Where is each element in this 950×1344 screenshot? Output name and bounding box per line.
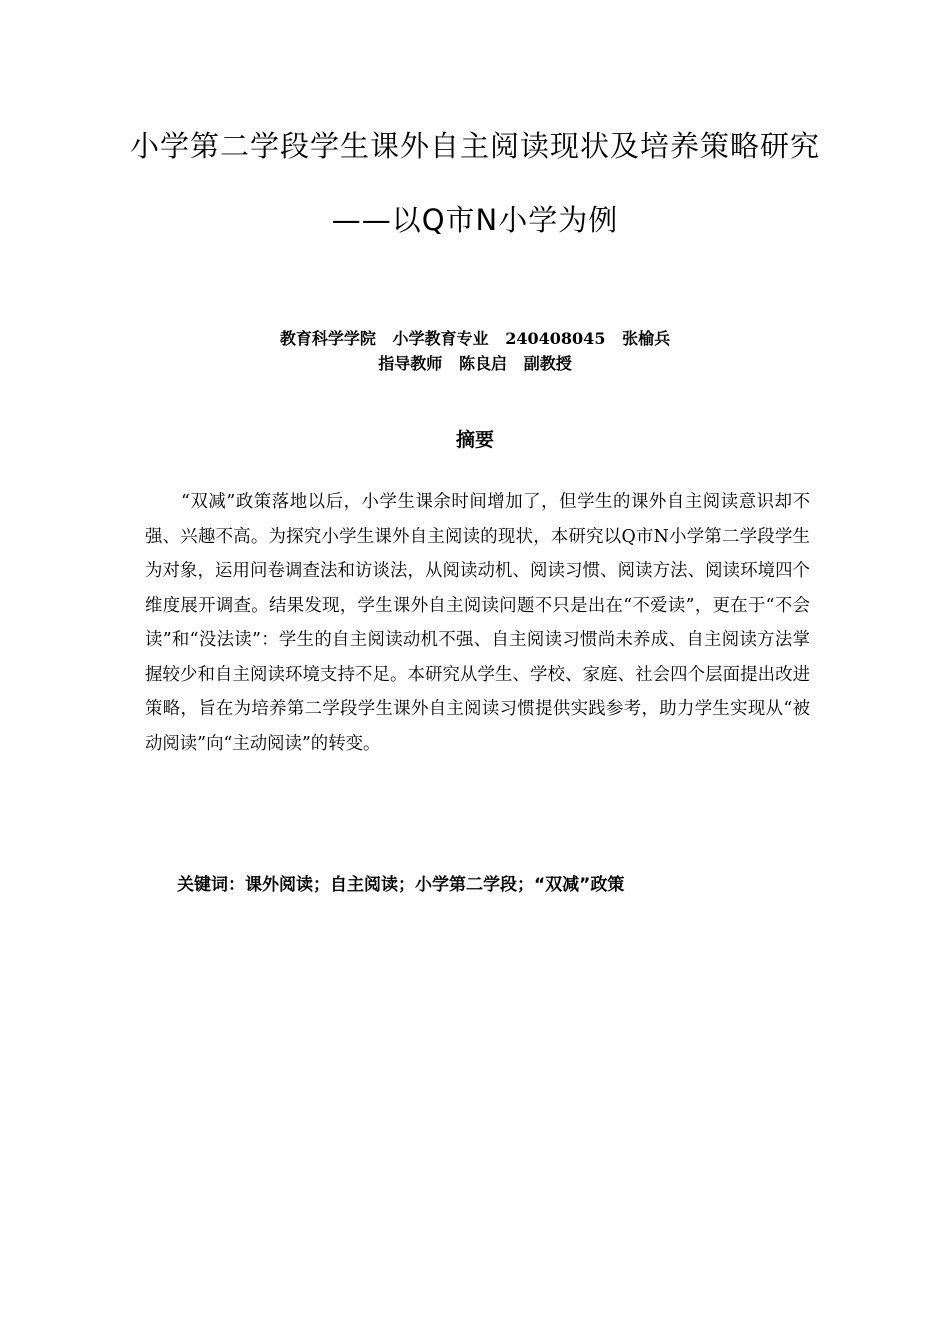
- keywords: 关键词：课外阅读；自主阅读；小学第二学段；“双减”政策: [177, 875, 625, 895]
- author-info: 教育科学学院 小学教育专业 240408045 张榆兵: [279, 329, 671, 348]
- paper-title: 小学第二学段学生课外自主阅读现状及培养策略研究: [129, 129, 820, 163]
- abstract-body: “双减”政策落地以后，小学生课余时间增加了，但学生的课外自主阅读意识却不强、兴趣不高。为探究小学生课外自主阅读的现状，本研究以Q市N小学第二学段学生为对象，运用问卷调查法和访谈法，从阅读动机、阅读习惯、阅读方法、阅读环境四个维度展开调查。结果发现，学生课外自主阅读问题不只是出在“不爱读”，更在于“不会读”和“没法读”：学生的自主阅读动机不强、自主阅读习惯尚未养成、自主阅读方法掌握较少和自主阅读环境支持不足。本研究从学生、学校、家庭、社会四个层面提出改进策略，旨在为培养第二学段学生课外自主阅读习惯提供实践参考，助力学生实现从“被动阅读”向“主动阅读”的转变。: [145, 492, 810, 754]
- advisor-info: 指导教师 陈良启 副教授: [378, 354, 572, 373]
- abstract-heading: 摘要: [455, 429, 494, 451]
- paper-subtitle: ——以Q市N小学为例: [331, 203, 619, 237]
